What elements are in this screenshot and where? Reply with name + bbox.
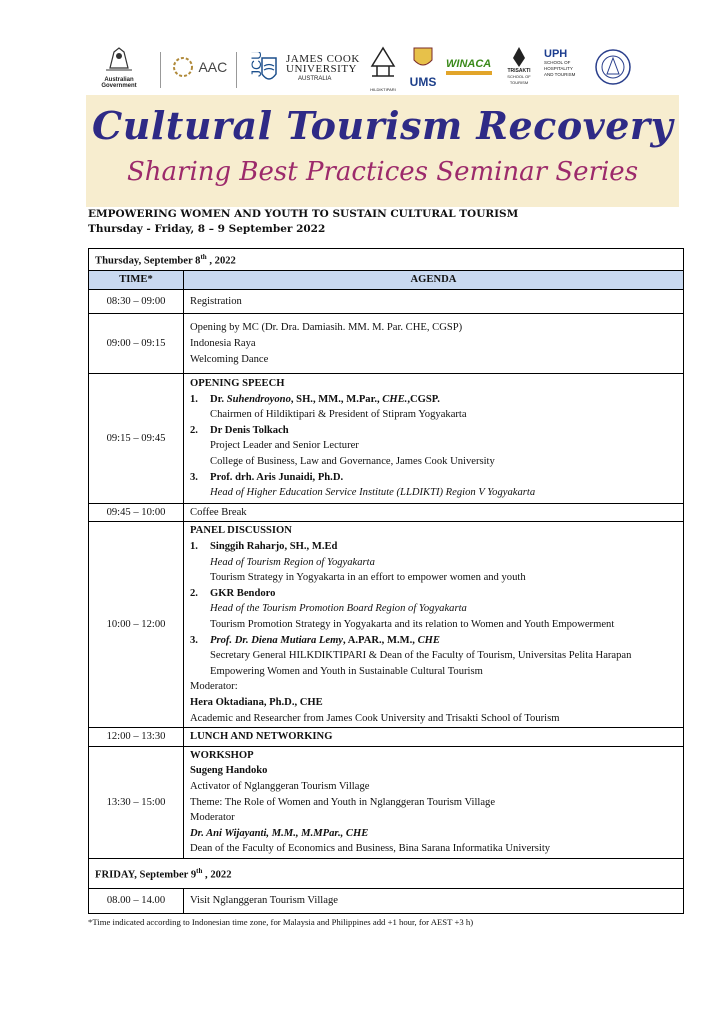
seal-logo	[594, 48, 632, 91]
table-row: 08.00 – 14.00 Visit Nglanggeran Tourism Village	[89, 889, 684, 914]
james-cook-logo: JAMES COOK UNIVERSITY AUSTRALIA	[286, 53, 360, 82]
banner-title: Cultural Tourism Recovery	[91, 103, 674, 148]
ums-logo: UMS	[408, 46, 438, 89]
time-column-header: TIME*	[89, 271, 184, 290]
timezone-footnote: *Time indicated according to Indonesian time zone, for Malaysia and Philippines add +1 hour, for AEST +3 h)	[88, 917, 474, 927]
table-row: 13:30 – 15:00 WORKSHOP Sugeng Handoko Activator of Nglanggeran Tourism Village Theme: The Role of Women and Youth in Nglanggeran Tourism Village Moderator Dr. Ani Wijayanti, M.M., M.MPar., CHE Dean of the Faculty of Economics and Business, Bina Sarana Informatika University	[89, 746, 684, 858]
svg-text:JCU: JCU	[248, 52, 264, 77]
winaca-logo: WINACA	[446, 58, 492, 75]
table-row: 10:00 – 12:00 PANEL DISCUSSION 1. Singgih Raharjo, SH., M.Ed Head of Tourism Region of Yogyakarta Tourism Strategy in Yogyakarta in an effort to empower women and youth 2. GKR Bendoro Head of the Tourism Promotion Board Region of Yogyakarta Tourism Promotion Strategy in Yogyakarta and its relation to Women and Youth Empowerment 3. Prof. Dr. Diena Mutiara Lemy, A.PAR., M.M., CHE Secretary General HILKDIKTIPARI & Dean of the Faculty of Tourism, Universitas Pelita Harapan Empowering Women and Youth in Sustainable Cultural Tourism Moderator: Hera Oktadiana, Ph.D., CHE Academic and Researcher from James Cook University and Trisakti School of Tourism	[89, 522, 684, 728]
agenda-table	[88, 248, 684, 914]
temple-icon	[368, 46, 398, 82]
table-row: 09:45 – 10:00 Coffee Break	[89, 503, 684, 522]
day-header-friday: FRIDAY, September 9th , 2022	[89, 858, 684, 888]
table-row: 09:00 – 09:15 Opening by MC (Dr. Dra. Damiasih. MM. M. Par. CHE, CGSP) Indonesia Raya Welcoming Dance	[89, 314, 684, 374]
table-row: 09:15 – 09:45 OPENING SPEECH 1. Dr. Suhendroyono, SH., MM., M.Par., CHE.,CGSP. Chairmen of Hildiktipari & President of Stipram Yogyakarta 2. Dr Denis Tolkach Project Leader and Senior Lecturer College of Business, Law and Governance, James Cook University 3. Prof. drh. Aris Junaidi, Ph.D. Head of Higher Education Service Institute (LLDIKTI) Region V Yogyakarta	[89, 374, 684, 504]
table-row: 08:30 – 09:00 Registration	[89, 289, 684, 314]
uph-logo: UPH SCHOOL OF HOSPITALITY AND TOURISM	[544, 48, 576, 77]
aac-logo: AAC	[172, 56, 227, 78]
seal-emblem-icon	[594, 48, 632, 86]
agenda-column-header: AGENDA	[184, 271, 684, 290]
jcu-mark-logo	[244, 52, 278, 91]
trisakti-emblem-icon	[508, 46, 530, 68]
coat-of-arms-icon	[104, 46, 134, 72]
event-dates: Thursday - Friday, 8 – 9 September 2022	[88, 223, 326, 235]
event-theme: EMPOWERING WOMEN AND YOUTH TO SUSTAIN CULTURAL TOURISM	[88, 208, 519, 220]
australian-government-logo: Australian Government	[86, 46, 152, 89]
ums-crest-icon	[412, 46, 434, 70]
day-header-thursday: Thursday, September 8th , 2022	[89, 249, 684, 271]
title-banner	[86, 95, 679, 207]
column-headers	[89, 271, 684, 290]
banner-subtitle: Sharing Best Practices Seminar Series	[126, 157, 639, 187]
trisakti-logo: TRISAKTI SCHOOL OF TOURISM	[502, 46, 536, 86]
aac-emblem-icon	[172, 56, 194, 78]
hildiktipari-logo: HILDIKTIPARI	[366, 46, 400, 92]
table-row: 12:00 – 13:30 LUNCH AND NETWORKING	[89, 728, 684, 747]
partner-logos	[86, 46, 646, 94]
jcu-crest-icon	[244, 52, 278, 86]
